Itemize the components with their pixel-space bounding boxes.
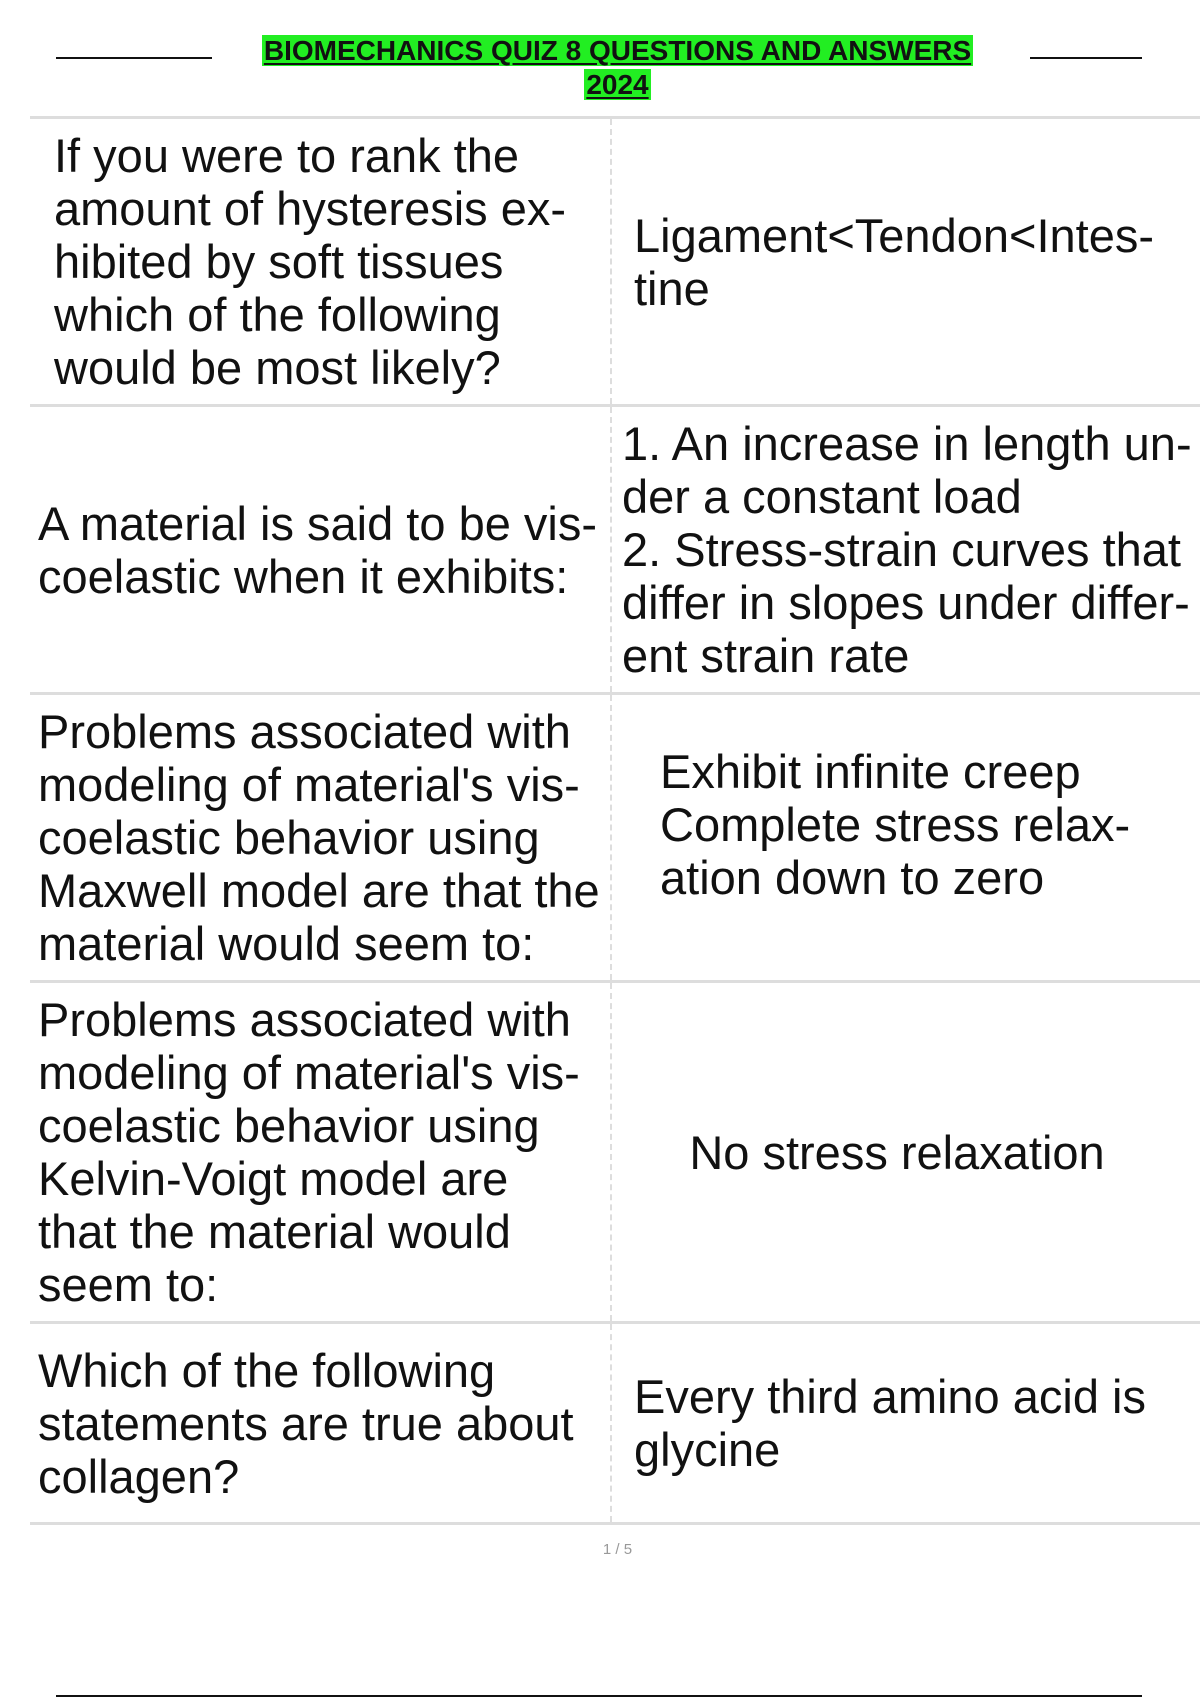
qa-row — [30, 982, 1200, 1323]
qa-row — [30, 406, 1200, 694]
page-number: 1 / 5 — [602, 1541, 633, 1558]
answer-text: Every third amino acid is glycine — [634, 1370, 1146, 1476]
document-title — [0, 34, 1200, 68]
document-title-year — [0, 68, 1200, 102]
question-text: A material is said to be vis-coelastic when it exhibits: — [38, 496, 597, 603]
answer-line: Exhibit infinite creep — [660, 745, 1081, 798]
footer-rule — [56, 1695, 1142, 1697]
answer-line: Complete stress relax-ation down to zero — [660, 798, 1131, 904]
answer-cell — [611, 694, 1200, 982]
question-text: Which of the following statements are true about collagen? — [38, 1343, 574, 1503]
document-title-line-1: BIOMECHANICS QUIZ 8 QUESTIONS AND ANSWERS — [263, 35, 972, 66]
answer-text: No stress relaxation — [689, 1125, 1105, 1179]
answer-cell — [611, 982, 1200, 1323]
question-cell — [30, 982, 611, 1323]
question-cell — [30, 118, 611, 406]
question-cell — [30, 1323, 611, 1524]
qa-row — [30, 694, 1200, 982]
question-cell — [30, 406, 611, 694]
question-text: Problems associated with modeling of material's vis-coelastic behavior using Kelvin-Voigt model are that the material would seem to: — [38, 993, 580, 1311]
document-header — [0, 30, 1200, 110]
answer-line: 2. Stress-strain curves that differ in slopes under differ-ent strain rate — [622, 523, 1190, 682]
question-cell — [30, 694, 611, 982]
document-title-line-2: 2024 — [586, 69, 649, 100]
answer-cell — [611, 1323, 1200, 1524]
question-text: Problems associated with modeling of material's vis-coelastic behavior using Maxwell model are that the material would seem to: — [38, 705, 600, 970]
qa-row — [30, 118, 1200, 406]
answer-line: 1. An increase in length un-der a constant load — [622, 417, 1192, 523]
qa-table — [30, 116, 1200, 1525]
answer-text: Ligament<Tendon<Intes-tine — [634, 209, 1154, 315]
qa-row — [30, 1323, 1200, 1524]
answer-cell — [611, 118, 1200, 406]
answer-cell — [611, 406, 1200, 694]
question-text: If you were to rank the amount of hysteresis ex-hibited by soft tissues which of the following would be most likely? — [54, 129, 566, 394]
